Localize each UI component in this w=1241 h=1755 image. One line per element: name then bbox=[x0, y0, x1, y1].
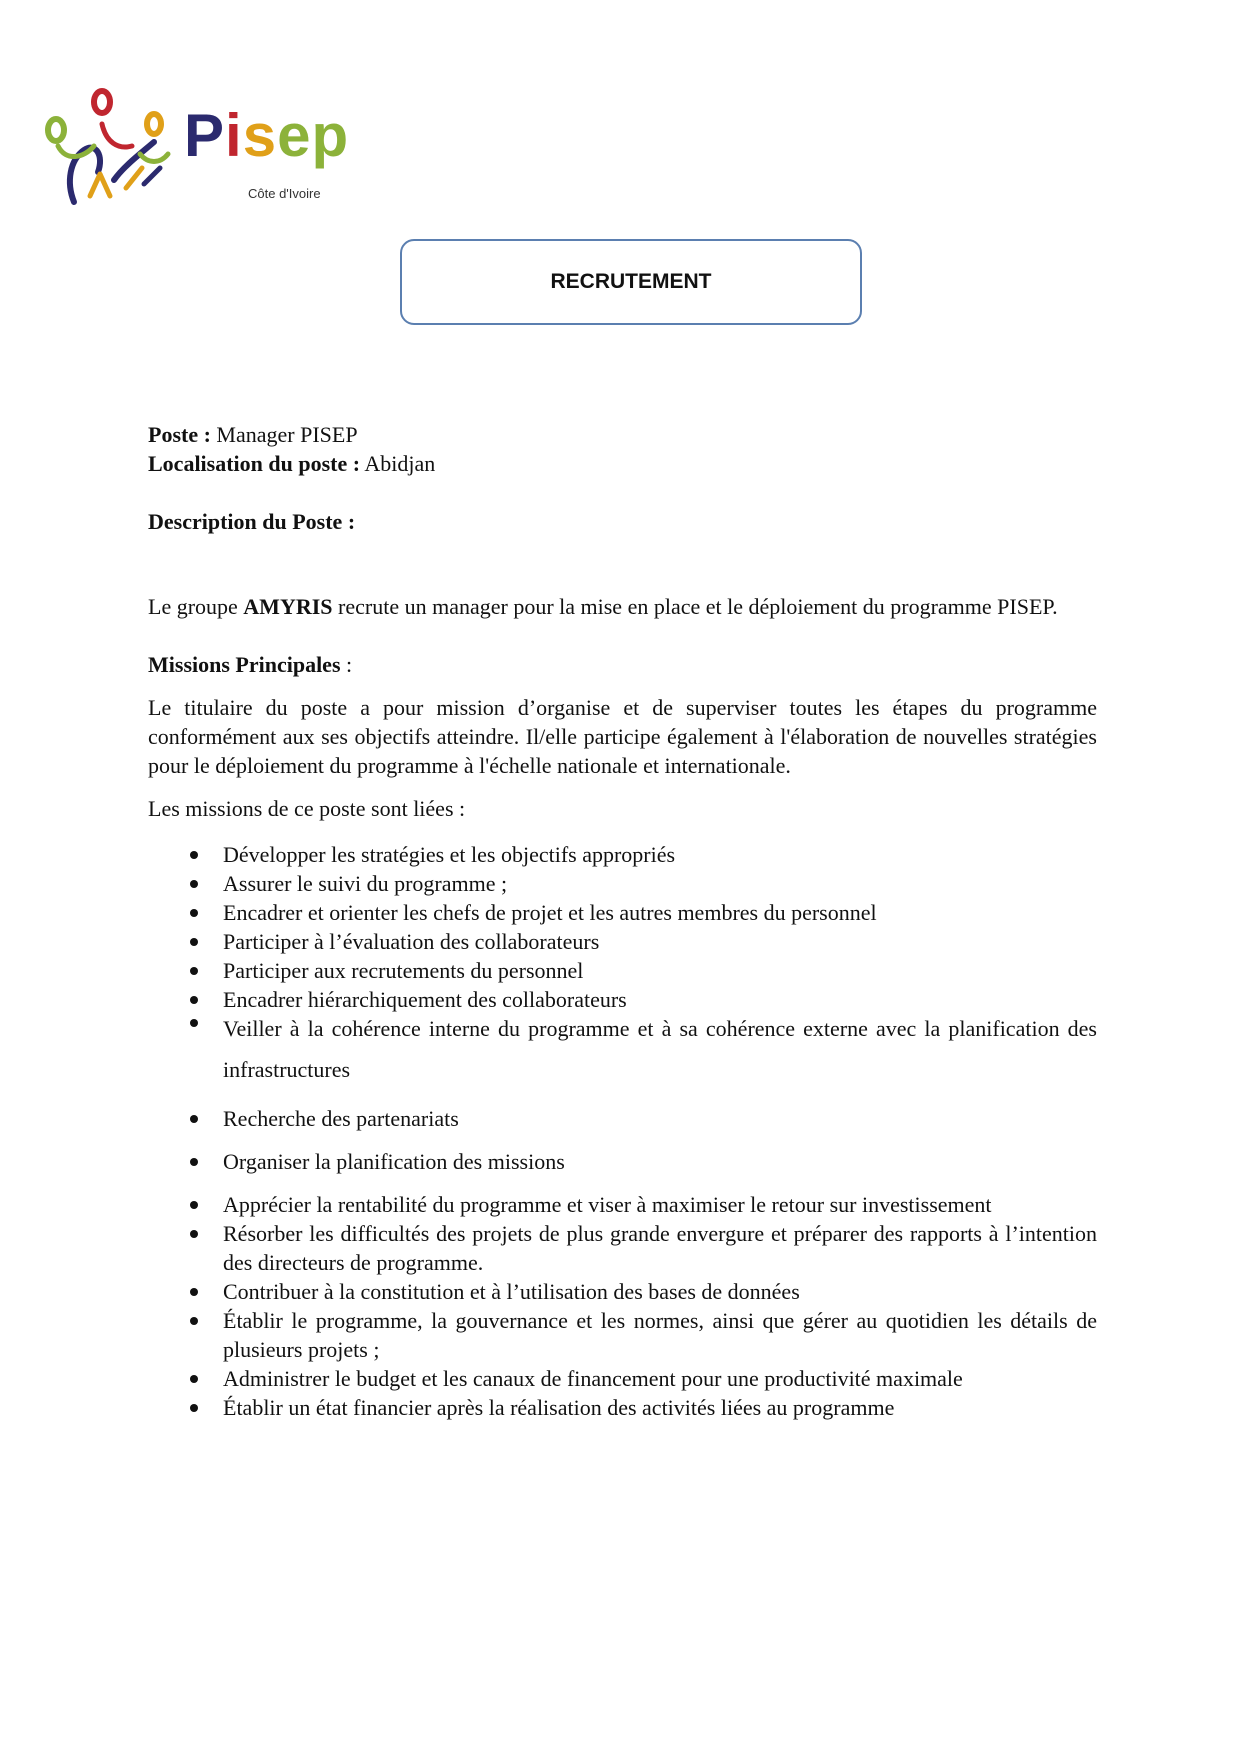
list-item: Assurer le suivi du programme ; bbox=[148, 869, 1097, 898]
missions-heading: Missions Principales : bbox=[148, 652, 353, 677]
localisation-label: Localisation du poste : bbox=[148, 451, 361, 476]
list-item: Participer à l’évaluation des collaborateurs bbox=[148, 927, 1097, 956]
description-heading: Description du Poste : bbox=[148, 509, 356, 534]
list-item: Apprécier la rentabilité du programme et viser à maximiser le retour sur investissement bbox=[148, 1190, 1097, 1219]
page-title: RECRUTEMENT bbox=[550, 270, 712, 293]
missions-paragraph: Le titulaire du poste a pour mission d’organise et de superviser toutes les étapes du programme conformément aux ses objectifs atteindre. Il/elle participe également à l'élaboration de nouvelles stratégies pour le déploiement du programme à l'échelle nationale et internationale. bbox=[148, 695, 1097, 778]
pisep-logo bbox=[44, 84, 364, 214]
description-text: Le groupe AMYRIS recrute un manager pour la mise en place et le déploiement du programme PISEP. bbox=[148, 594, 1058, 619]
list-item: Résorber les difficultés des projets de plus grande envergure et préparer des rapports à l’intention des directeurs de programme. bbox=[148, 1219, 1097, 1277]
list-item: Contribuer à la constitution et à l’utilisation des bases de données bbox=[148, 1277, 1097, 1306]
poste-line bbox=[148, 420, 1097, 449]
list-item: Organiser la planification des missions bbox=[148, 1147, 1097, 1176]
list-item: Administrer le budget et les canaux de financement pour une productivité maximale bbox=[148, 1364, 1097, 1393]
localisation-line bbox=[148, 449, 1097, 478]
pisep-logo-figures bbox=[44, 84, 184, 214]
list-item: Recherche des partenariats bbox=[148, 1104, 1097, 1133]
list-item: Établir le programme, la gouvernance et les normes, ainsi que gérer au quotidien les détails de plusieurs projets ; bbox=[148, 1306, 1097, 1364]
list-item: Veiller à la cohérence interne du programme et à sa cohérence externe avec la planification des infrastructures bbox=[148, 1008, 1097, 1090]
list-item: Encadrer hiérarchiquement des collaborateurs bbox=[148, 985, 1097, 1014]
missions-intro: Les missions de ce poste sont liées : bbox=[148, 796, 466, 821]
logo-wordmark: Pisep bbox=[184, 102, 350, 169]
poste-label: Poste : bbox=[148, 422, 211, 447]
list-item: Développer les stratégies et les objectifs appropriés bbox=[148, 840, 1097, 869]
logo-subtitle: Côte d'Ivoire bbox=[248, 186, 321, 201]
localisation-value: Abidjan bbox=[360, 451, 436, 476]
company-name: AMYRIS bbox=[243, 594, 333, 619]
job-posting-body bbox=[148, 420, 1097, 1422]
list-item: Établir un état financier après la réalisation des activités liées au programme bbox=[148, 1393, 1097, 1422]
list-item: Participer aux recrutements du personnel bbox=[148, 956, 1097, 985]
recruitment-header-box bbox=[400, 239, 862, 325]
poste-value: Manager PISEP bbox=[210, 422, 358, 447]
missions-list bbox=[148, 840, 1097, 1422]
list-item: Encadrer et orienter les chefs de projet et les autres membres du personnel bbox=[148, 898, 1097, 927]
